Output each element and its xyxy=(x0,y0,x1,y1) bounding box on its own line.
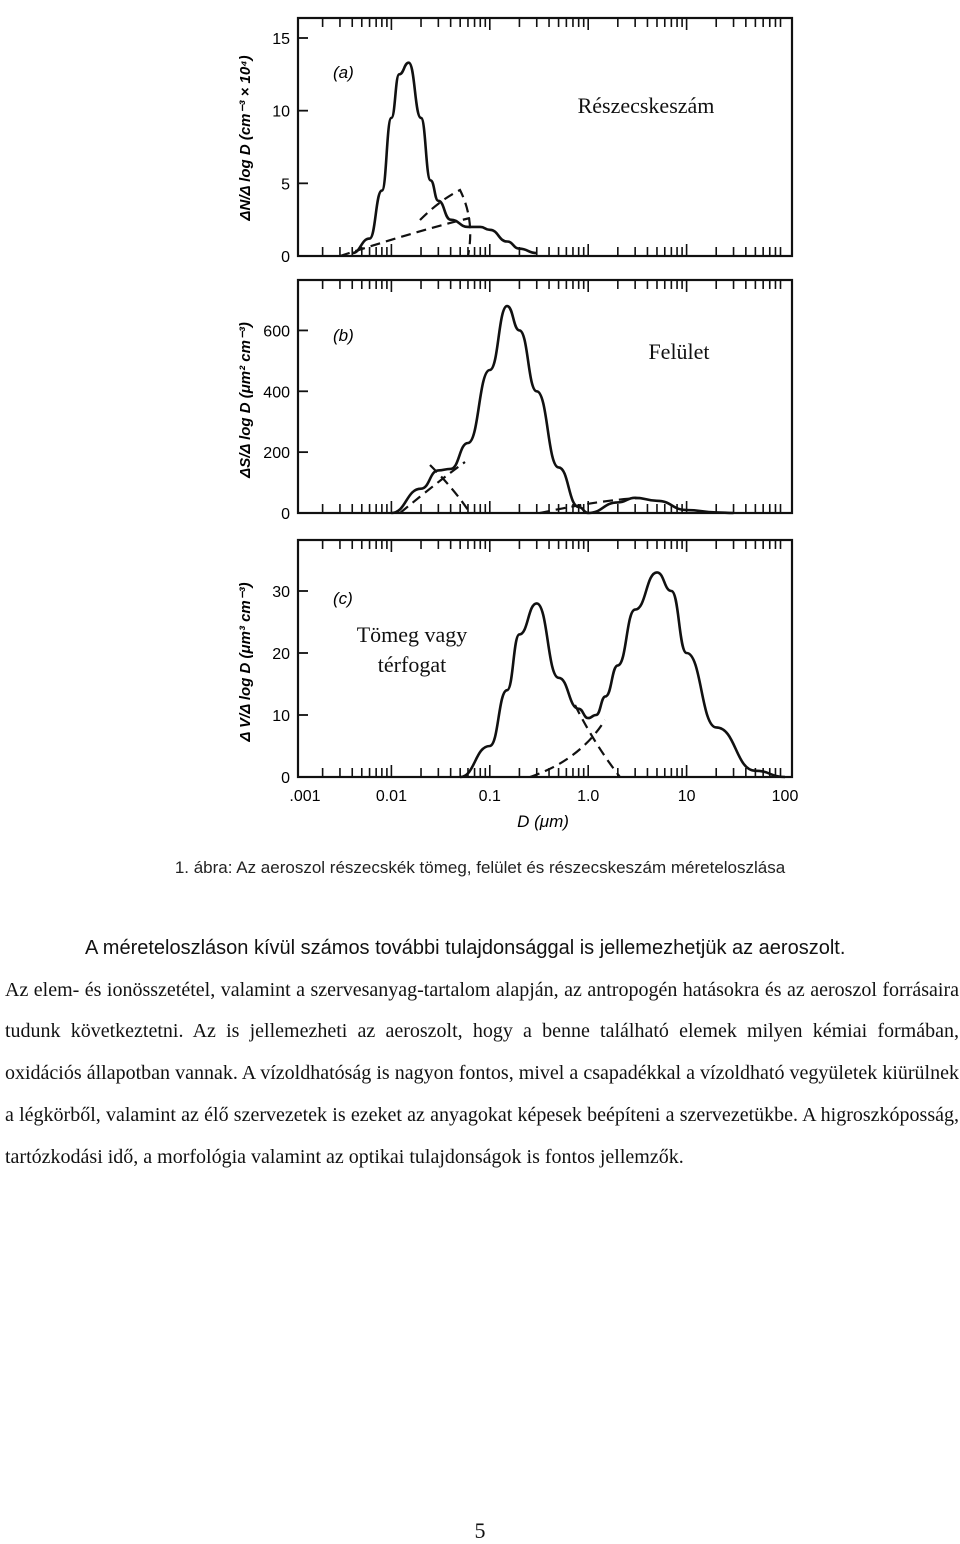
x-axis-label: D (μm) xyxy=(517,812,569,831)
x-tick-label: 1.0 xyxy=(577,788,600,805)
panel-a-label: (a) xyxy=(333,63,354,82)
panel-2-frame xyxy=(298,540,792,777)
panel-0-curve xyxy=(352,63,537,253)
panel-1-y-tick-label: 600 xyxy=(263,323,290,341)
panel-2-y-tick-label: 10 xyxy=(272,708,290,725)
panel-0-y-tick-label: 10 xyxy=(272,103,290,121)
x-tick-label: 10 xyxy=(677,788,696,805)
panel-2-curve xyxy=(460,572,785,777)
panel-c-y-label: Δ V/Δ log D (μm³ cm⁻³) xyxy=(237,582,254,742)
overlay-particle-number: Részecskeszám xyxy=(577,93,715,118)
panel-c-label: (c) xyxy=(333,589,353,608)
panel-0-y-tick-label: 0 xyxy=(281,249,290,266)
x-tick-label: 100 xyxy=(771,788,799,805)
x-tick-label: 0.01 xyxy=(375,788,407,805)
panel-0-y-tick-label: 15 xyxy=(272,31,290,48)
panel-1-frame xyxy=(298,280,792,513)
component-curve-0 xyxy=(420,190,470,256)
panel-0-y-tick-label: 5 xyxy=(281,176,290,194)
panel-1-y-tick-label: 200 xyxy=(263,445,290,463)
component-curve-6 xyxy=(530,720,605,777)
paragraph-2: Az elem- és ionösszetétel, valamint a szervesanyag-tartalom alapján, az antropogén hatásokra és az aeroszol forrásaira tudunk következtetni. Az is jellemezheti az aeroszolt, hogy a benne található elemek milyen kémiai formában, oxidációs állapotban vannak. A vízoldhatóság is nagyon fontos, mivel a csapadékkal a vízoldható vegyületek kiürülnek a légkörből, valamint az élő szervezetek is ezeket az anyagokat képesek beépíteni a szervezetükbe. A higroszkóposság, tartózkodási idő, a morfológia valamint az optikai tulajdonságok is fontos jellemzők. xyxy=(5,978,959,1168)
panel-b-label: (b) xyxy=(333,326,354,345)
panel-2-y-tick-label: 30 xyxy=(272,584,290,601)
panel-2-y-tick-label: 20 xyxy=(272,646,290,663)
x-tick-label: .001 xyxy=(289,788,321,805)
figure-caption: 1. ábra: Az aeroszol részecskék tömeg, felület és részecskeszám méreteloszlása xyxy=(174,858,786,877)
component-curve-3 xyxy=(400,462,465,513)
panel-1-curve xyxy=(391,306,733,513)
overlay-surface: Felület xyxy=(648,339,710,364)
panel-2-y-tick-label: 0 xyxy=(281,770,290,787)
panel-0-frame xyxy=(298,18,792,256)
panel-1-y-tick-label: 0 xyxy=(281,506,290,523)
panel-a-y-label: ΔN/Δ log D (cm⁻³ × 10⁴) xyxy=(237,55,254,221)
paragraph-1: A méreteloszláson kívül számos további tulajdonsággal is jellemezhetjük az aeroszolt. xyxy=(85,937,846,959)
page-number: 5 xyxy=(474,1518,486,1543)
overlay-mass-line2: térfogat xyxy=(377,652,447,677)
x-tick-label: 0.1 xyxy=(478,788,501,805)
panel-1-y-tick-label: 400 xyxy=(263,384,290,402)
body-text xyxy=(5,928,959,1178)
overlay-mass-line1: Tömeg vagy xyxy=(356,622,468,647)
panel-b-y-label: ΔS/Δ log D (μm² cm⁻³) xyxy=(237,322,254,478)
